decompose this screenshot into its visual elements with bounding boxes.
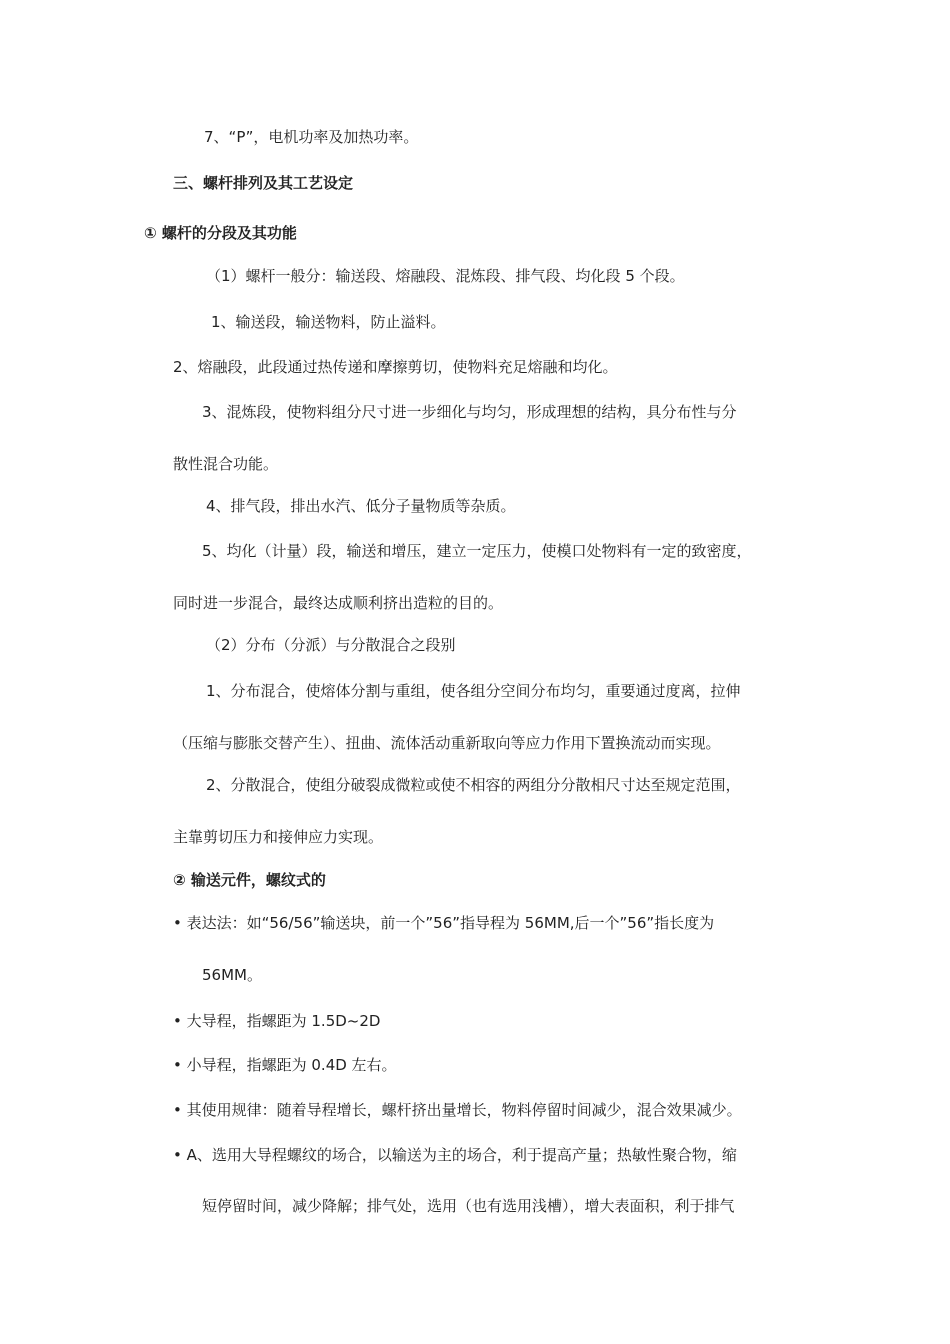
text-line: （2）分布（分派）与分散混合之段别 (206, 636, 456, 654)
text-line: 4、排气段，排出水汽、低分子量物质等杂质。 (206, 497, 516, 515)
bullet-item: • 大导程，指螺距为 1.5D~2D (173, 1012, 381, 1030)
text-line: 主靠剪切压力和接伸应力实现。 (173, 828, 384, 846)
subsection-heading: ② 输送元件，螺纹式的 (173, 871, 326, 889)
text-line: 2、分散混合，使组分破裂成微粒或使不相容的两组分分散相尺寸达至规定范围， (206, 776, 741, 794)
text-line: 56MM。 (202, 966, 262, 984)
text-line: （压缩与膨胀交替产生）、扭曲、流体活动重新取向等应力作用下置换流动而实现。 (173, 734, 721, 752)
text-line: 3、混炼段，使物料组分尺寸进一步细化与均匀，形成理想的结构，具分布性与分 (202, 403, 737, 421)
text-line: 2、熔融段，此段通过热传递和摩擦剪切，使物料充足熔融和均化。 (173, 358, 618, 376)
text-line: （1）螺杆一般分：输送段、熔融段、混炼段、排气段、均化段 5 个段。 (206, 267, 685, 285)
section-heading: 三、螺杆排列及其工艺设定 (173, 174, 354, 192)
text-line: 散性混合功能。 (173, 455, 279, 473)
text-line: 7、“P”，电机功率及加热功率。 (204, 128, 419, 146)
text-line: 1、分布混合，使熔体分割与重组，使各组分空间分布均匀，重要通过度离，拉伸 (206, 682, 741, 700)
bullet-item: • 表达法：如“56/56”输送块，前一个”56”指导程为 56MM,后一个”56”指长度为 (173, 914, 715, 932)
bullet-item: • 其使用规律：随着导程增长，螺杆挤出量增长，物料停留时间减少，混合效果减少。 (173, 1101, 742, 1119)
text-line: 1、输送段，输送物料，防止溢料。 (211, 313, 446, 331)
text-line: 短停留时间，减少降解；排气处，选用（也有选用浅槽），增大表面积，利于排气 (202, 1197, 735, 1215)
subsection-heading: ① 螺杆的分段及其功能 (144, 224, 297, 242)
bullet-item: • A、选用大导程螺纹的场合，以输送为主的场合，利于提高产量；热敏性聚合物，缩 (173, 1146, 737, 1164)
text-line: 同时进一步混合，最终达成顺利挤出造粒的目的。 (173, 594, 504, 612)
bullet-item: • 小导程，指螺距为 0.4D 左右。 (173, 1056, 397, 1074)
text-line: 5、均化（计量）段，输送和增压，建立一定压力，使模口处物料有一定的致密度， (202, 542, 752, 560)
